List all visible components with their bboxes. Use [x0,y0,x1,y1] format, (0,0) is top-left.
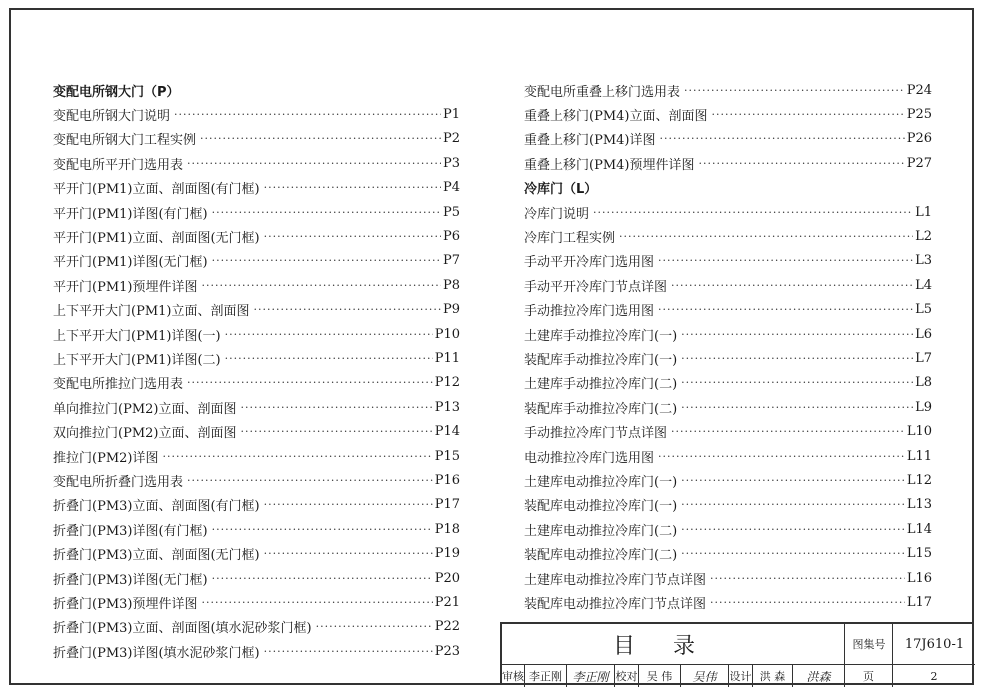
toc-entry-title: 变配电所推拉门选用表 [53,377,184,393]
toc-entry [53,127,460,151]
toc-entry [524,590,932,614]
toc-entry-page: L1 [915,204,932,220]
toc-dot-leader [201,597,432,608]
toc-entry [53,615,460,639]
toc-entry [53,176,460,200]
toc-entry-title: 折叠门(PM3)详图(有门框) [53,523,208,539]
toc-entry [524,346,932,370]
toc-entry [524,151,932,175]
toc-dot-leader [658,304,913,315]
toc-entry [524,395,932,419]
toc-dot-leader [710,597,905,608]
toc-entry [53,200,460,224]
toc-entry-title: 平开门(PM1)立面、剖面图(无门框) [53,231,260,247]
toc-entry [524,78,932,102]
toc-entry-title: 冷库门（L） [524,182,598,198]
review-label: 审核 [502,670,524,683]
toc-entry-page: P7 [442,253,460,269]
toc-dot-leader [698,158,904,169]
toc-dot-leader [671,280,913,291]
toc-dot-leader [264,646,433,657]
toc-entry-page: L3 [915,253,932,269]
toc-entry [53,224,460,248]
toc-entry [524,224,932,248]
toc-dot-leader [681,377,913,388]
toc-entry-title: 重叠上移门(PM4)详图 [524,133,656,149]
design-name: 洪 森 [752,665,792,687]
toc-entry-page: L11 [906,448,932,464]
toc-entry-title: 上下平开大门(PM1)立面、剖面图 [53,304,250,320]
toc-entry-page: L7 [915,350,932,366]
toc-entry [53,249,460,273]
toc-entry-page: P18 [434,521,460,537]
toc-entry-page: L5 [915,302,932,318]
toc-entry-title: 变配电所重叠上移门选用表 [524,84,681,100]
toc-entry-page: P13 [434,399,460,415]
toc-entry-page: L8 [915,375,932,391]
toc-entry-title: 装配库电动推拉冷库门(二) [524,548,678,564]
toc-section-header [53,78,460,102]
toc-entry-title: 折叠门(PM3)预埋件详图 [53,596,198,612]
toc-dot-leader [264,231,441,242]
toc-dot-leader [201,280,440,291]
review-name: 李正刚 [524,665,566,687]
title-block-title: 目录 [612,633,733,659]
toc-dot-leader [593,207,913,218]
toc-dot-leader [264,548,433,559]
toc-dot-leader [240,426,432,437]
design-label: 设计 [728,665,752,687]
toc-entry [53,468,460,492]
toc-entry-title: 平开门(PM1)详图(无门框) [53,255,208,271]
toc-entry [53,639,460,663]
toc-entry-page: L17 [906,594,932,610]
toc-entry [524,371,932,395]
toc-entry [53,590,460,614]
atlas-number: 17J610-1 [892,624,976,664]
toc-entry [53,517,460,541]
toc-entry-title: 折叠门(PM3)立面、剖面图(有门框) [53,499,260,515]
toc-entry-title: 土建库电动推拉冷库门(二) [524,523,678,539]
toc-entry-title: 装配库电动推拉冷库门节点详图 [524,596,707,612]
toc-dot-leader [681,402,913,413]
toc-entry [524,419,932,443]
toc-entry [53,444,460,468]
toc-entry-title: 土建库电动推拉冷库门节点详图 [524,572,707,588]
toc-entry-page: P12 [434,375,460,391]
toc-entry-title: 折叠门(PM3)立面、剖面图(无门框) [53,548,260,564]
toc-section-header [524,176,932,200]
toc-dot-leader [225,353,433,364]
toc-entry [53,102,460,126]
toc-entry-page: L16 [906,570,932,586]
toc-entry [53,541,460,565]
toc-entry-page: P8 [442,277,460,293]
toc-entry-page: L12 [906,472,932,488]
toc-entry-page: L6 [915,326,932,342]
toc-entry-page: P17 [434,497,460,513]
toc-entry [53,395,460,419]
toc-entry [53,322,460,346]
toc-left-column [53,78,460,663]
toc-entry-title: 折叠门(PM3)立面、剖面图(填水泥砂浆门框) [53,621,312,637]
toc-entry [53,151,460,175]
toc-entry-page: P3 [442,155,460,171]
toc-dot-leader [162,451,432,462]
toc-dot-leader [212,573,433,584]
toc-dot-leader [316,621,433,632]
toc-dot-leader [710,573,905,584]
toc-dot-leader [187,475,433,486]
toc-entry-title: 装配库手动推拉冷库门(二) [524,401,678,417]
toc-dot-leader [212,255,441,266]
toc-entry-title: 变配电所钢大门（P） [53,84,180,100]
toc-entry-title: 单向推拉门(PM2)立面、剖面图 [53,401,237,417]
toc-entry-page: P22 [434,619,460,635]
toc-entry-page: P1 [442,107,460,123]
toc-entry [524,249,932,273]
toc-entry-page: L15 [906,546,932,562]
toc-dot-leader [225,329,433,340]
toc-dot-leader [187,158,441,169]
toc-entry-title: 上下平开大门(PM1)详图(二) [53,352,221,368]
toc-entry-page: L13 [906,497,932,513]
toc-entry-page: P21 [434,594,460,610]
toc-entry-page: P4 [442,180,460,196]
toc-entry-title: 双向推拉门(PM2)立面、剖面图 [53,426,237,442]
review-signature: 李正刚 [566,665,614,687]
toc-entry-page: P23 [434,643,460,659]
check-name: 吴 伟 [638,665,680,687]
toc-entry-page: P26 [906,131,932,147]
toc-dot-leader [200,133,441,144]
toc-dot-leader [681,475,905,486]
toc-dot-leader [658,255,913,266]
toc-entry [53,493,460,517]
toc-entry-title: 土建库手动推拉冷库门(一) [524,328,678,344]
toc-entry-title: 电动推拉冷库门选用图 [524,450,655,466]
toc-entry-title: 上下平开大门(PM1)详图(一) [53,328,221,344]
toc-entry-title: 手动推拉冷库门节点详图 [524,426,668,442]
toc-entry-page: P2 [442,131,460,147]
toc-entry-title: 冷库门工程实例 [524,231,616,247]
toc-entry [524,298,932,322]
toc-entry [524,566,932,590]
toc-entry-page: P6 [442,229,460,245]
toc-dot-leader [174,109,441,120]
toc-entry-page: P19 [434,546,460,562]
check-signature: 吴伟 [680,665,728,687]
toc-right-column [524,78,932,615]
toc-entry [524,127,932,151]
toc-entry [524,444,932,468]
toc-entry [524,468,932,492]
toc-entry-page: P27 [906,155,932,171]
toc-entry-title: 平开门(PM1)详图(有门框) [53,206,208,222]
toc-dot-leader [659,133,904,144]
toc-entry [53,419,460,443]
toc-entry [53,371,460,395]
toc-dot-leader [681,499,905,510]
toc-entry-title: 装配库手动推拉冷库门(一) [524,352,678,368]
toc-entry-page: P25 [906,107,932,123]
toc-entry [524,322,932,346]
toc-entry-title: 装配库电动推拉冷库门(一) [524,499,678,515]
toc-entry [524,102,932,126]
toc-entry-page: P5 [442,204,460,220]
toc-entry-page: L9 [915,399,932,415]
toc-entry-page: P9 [442,302,460,318]
toc-dot-leader [212,524,433,535]
toc-entry-title: 变配电所钢大门工程实例 [53,133,197,149]
toc-dot-leader [253,304,440,315]
toc-dot-leader [264,182,441,193]
toc-entry-page: P16 [434,472,460,488]
toc-entry [524,273,932,297]
toc-entry-title: 手动平开冷库门节点详图 [524,279,668,295]
title-block [500,622,973,684]
toc-dot-leader [658,451,905,462]
toc-dot-leader [684,85,905,96]
toc-dot-leader [681,353,913,364]
toc-entry-page: P20 [434,570,460,586]
toc-dot-leader [240,402,432,413]
title-block-signature-row [502,664,975,687]
toc-entry-title: 折叠门(PM3)详图(无门框) [53,572,208,588]
toc-dot-leader [671,426,905,437]
toc-entry-title: 土建库电动推拉冷库门(一) [524,474,678,490]
toc-entry-title: 重叠上移门(PM4)预埋件详图 [524,157,695,173]
toc-entry-title: 手动平开冷库门选用图 [524,255,655,271]
toc-entry-page: L14 [906,521,932,537]
toc-entry-title: 冷库门说明 [524,206,590,222]
toc-dot-leader [711,109,904,120]
toc-entry-title: 重叠上移门(PM4)立面、剖面图 [524,109,708,125]
toc-dot-leader [681,548,905,559]
toc-entry [53,566,460,590]
toc-entry-title: 平开门(PM1)预埋件详图 [53,279,198,295]
design-signature: 洪森 [792,665,844,687]
toc-entry [524,517,932,541]
toc-entry [524,493,932,517]
toc-dot-leader [212,207,441,218]
toc-entry-title: 变配电所平开门选用表 [53,157,184,173]
toc-entry-page: P14 [434,424,460,440]
toc-entry-title: 推拉门(PM2)详图 [53,450,159,466]
toc-entry-title: 变配电所折叠门选用表 [53,474,184,490]
toc-entry-page: L2 [915,229,932,245]
toc-entry-title: 平开门(PM1)立面、剖面图(有门框) [53,182,260,198]
toc-entry-page: L10 [906,424,932,440]
toc-entry-page: P11 [434,350,460,366]
toc-entry [53,273,460,297]
toc-entry-page: L4 [915,277,932,293]
toc-entry [53,298,460,322]
page-label: 页 [844,665,892,687]
toc-dot-leader [264,499,433,510]
toc-entry [53,346,460,370]
atlas-number-label: 图集号 [844,624,893,664]
toc-entry-page: P15 [434,448,460,464]
toc-entry-title: 折叠门(PM3)详图(填水泥砂浆门框) [53,645,260,661]
check-label: 校对 [614,665,638,687]
toc-entry-title: 变配电所钢大门说明 [53,109,171,125]
toc-entry [524,200,932,224]
toc-dot-leader [619,231,913,242]
toc-entry-title: 手动推拉冷库门选用图 [524,304,655,320]
toc-dot-leader [187,377,433,388]
toc-dot-leader [681,524,905,535]
page-number: 2 [892,665,975,687]
toc-entry [524,541,932,565]
toc-entry-page: P10 [434,326,460,342]
toc-entry-page: P24 [906,82,932,98]
toc-dot-leader [681,329,913,340]
toc-entry-title: 土建库手动推拉冷库门(二) [524,377,678,393]
